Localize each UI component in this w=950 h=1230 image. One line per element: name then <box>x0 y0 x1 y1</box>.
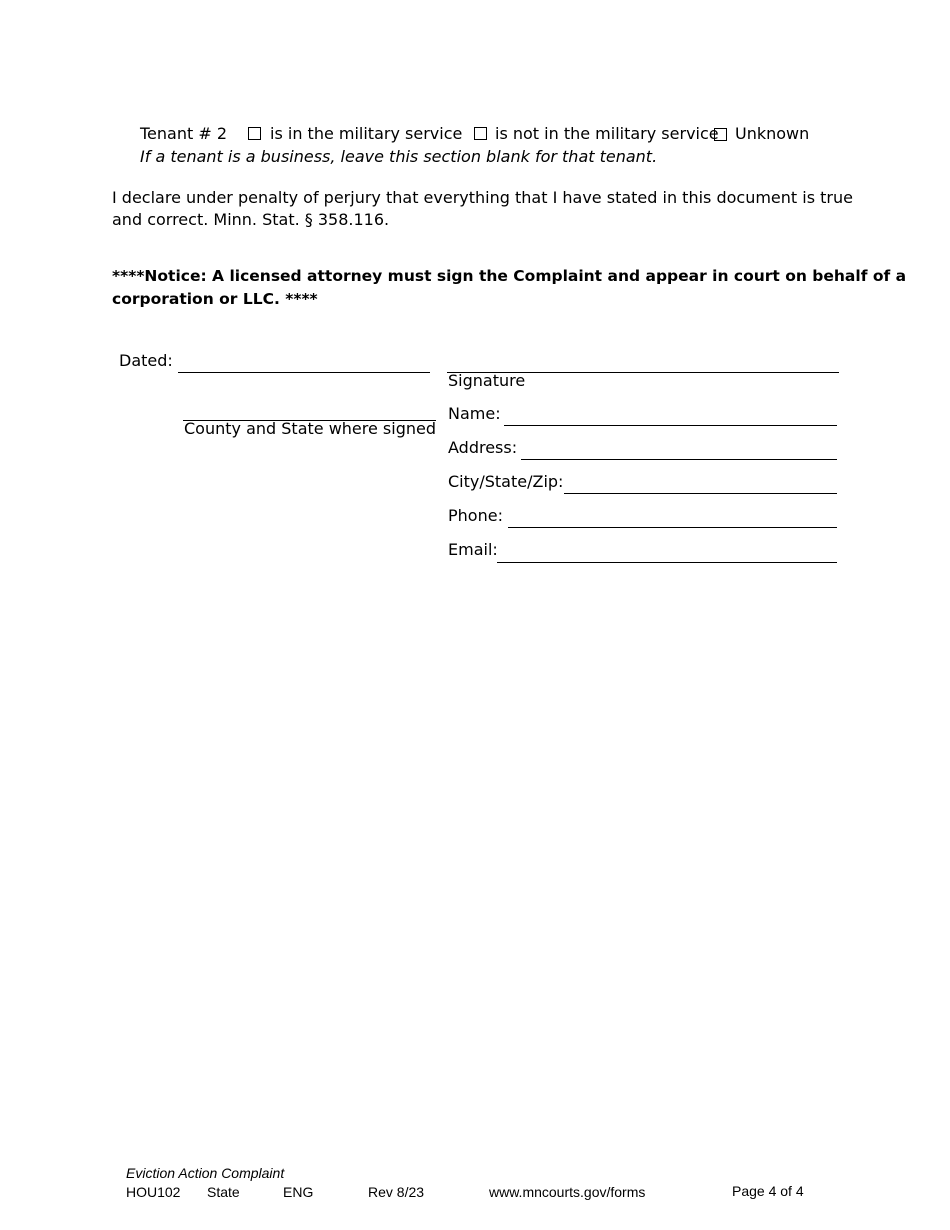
footer-jurisdiction: State <box>207 1184 240 1200</box>
name-label: Name: <box>448 404 501 423</box>
signature-label: Signature <box>448 371 526 390</box>
name-field[interactable] <box>504 425 837 426</box>
footer-language: ENG <box>283 1184 314 1200</box>
city-state-zip-field[interactable] <box>564 493 837 494</box>
unknown-checkbox[interactable] <box>714 128 727 141</box>
footer-form-code: HOU102 <box>126 1184 181 1200</box>
notice-line-2: corporation or LLC. **** <box>112 290 318 308</box>
email-label: Email: <box>448 540 498 559</box>
city-state-zip-label: City/State/Zip: <box>448 472 564 491</box>
dated-label: Dated: <box>119 351 173 370</box>
not-in-military-checkbox[interactable] <box>474 127 487 140</box>
dated-field[interactable] <box>178 372 430 373</box>
phone-label: Phone: <box>448 506 503 525</box>
unknown-label: Unknown <box>735 124 810 143</box>
tenant-label: Tenant # 2 <box>140 124 228 143</box>
notice-line-1: ****Notice: A licensed attorney must sign the Complaint and appear in court on behalf of a <box>112 267 907 285</box>
business-note: If a tenant is a business, leave this section blank for that tenant. <box>140 147 658 166</box>
footer-revision: Rev 8/23 <box>368 1184 425 1200</box>
footer-page-number: Page 4 of 4 <box>732 1183 804 1199</box>
phone-field[interactable] <box>508 527 837 528</box>
in-military-label: is in the military service <box>270 124 463 143</box>
county-state-label: County and State where signed <box>184 419 436 438</box>
declaration-line-1: I declare under penalty of perjury that everything that I have stated in this document is true <box>112 188 853 207</box>
address-field[interactable] <box>521 459 837 460</box>
footer-website[interactable]: www.mncourts.gov/forms <box>489 1184 646 1200</box>
address-label: Address: <box>448 438 518 457</box>
declaration-line-2: and correct. Minn. Stat. § 358.116. <box>112 210 390 229</box>
email-field[interactable] <box>497 562 837 563</box>
in-military-checkbox[interactable] <box>248 127 261 140</box>
not-in-military-label: is not in the military service <box>495 124 719 143</box>
footer-form-title: Eviction Action Complaint <box>126 1165 285 1181</box>
